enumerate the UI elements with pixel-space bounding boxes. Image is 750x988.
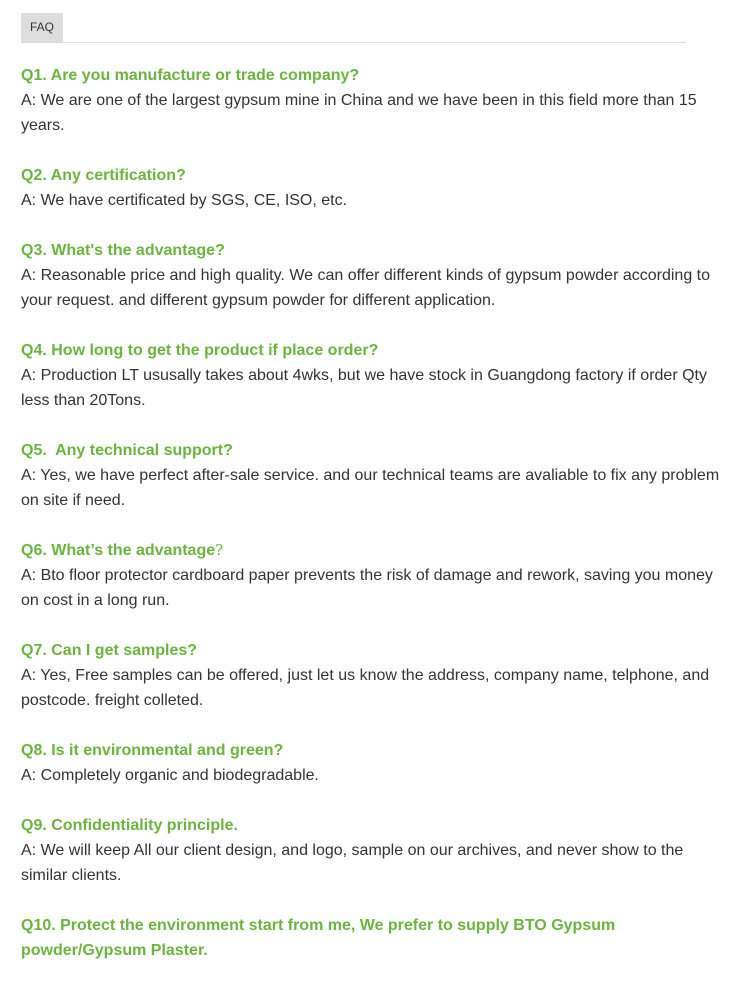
faq-answer: A: We are one of the largest gypsum mine in China and we have been in this field more than 15 years. (21, 92, 697, 134)
faq-item-4 (21, 338, 721, 413)
tab-bar (21, 13, 686, 43)
faq-question: Q5. Any technical support? (21, 442, 233, 459)
faq-answer: A: Completely organic and biodegradable. (21, 767, 319, 784)
faq-question: Q8. Is it environmental and green? (21, 742, 284, 759)
faq-answer: A: We will keep All our client design, and logo, sample on our archives, and never show to the similar clients. (21, 842, 684, 884)
faq-item-5 (21, 438, 721, 513)
faq-answer: A: Yes, Free samples can be offered, just let us know the address, company name, telphone, and postcode. freight colleted. (21, 667, 710, 709)
faq-question: Q1. Are you manufacture or trade company? (21, 67, 360, 84)
faq-item-1 (21, 63, 721, 138)
faq-answer: A: Bto floor protector cardboard paper prevents the risk of damage and rework, saving you money on cost in a long run. (21, 567, 713, 609)
faq-question: Q2. Any certification? (21, 167, 186, 184)
faq-question: Q3. What's the advantage? (21, 242, 225, 259)
faq-question-text: Q6. What’s the advantage (21, 542, 216, 559)
faq-item-7 (21, 638, 721, 713)
faq-question (21, 538, 721, 563)
tab-faq[interactable]: FAQ (21, 13, 63, 42)
faq-answer: A: Production LT ususally takes about 4wks, but we have stock in Guangdong factory if order Qty less than 20Tons. (21, 367, 707, 409)
faq-question: Q9. Confidentiality principle. (21, 817, 238, 834)
faq-item-6 (21, 538, 721, 613)
faq-question: Q7. Can I get samples? (21, 642, 198, 659)
faq-item-10 (21, 913, 721, 963)
faq-answer: A: Reasonable price and high quality. We can offer different kinds of gypsum powder according to your request. and different gypsum powder for different application. (21, 267, 710, 309)
fullwidth-question-mark: ? (215, 541, 224, 559)
faq-answer: A: Yes, we have perfect after-sale service. and our technical teams are avaliable to fix any problem on site if need. (21, 467, 720, 509)
faq-item-2 (21, 163, 721, 213)
faq-question: Q4. How long to get the product if place order? (21, 342, 379, 359)
faq-item-9 (21, 813, 721, 888)
faq-item-3 (21, 238, 721, 313)
faq-item-8 (21, 738, 721, 788)
faq-list (21, 63, 721, 988)
faq-question: Q10. Protect the environment start from me, We prefer to supply BTO Gypsum powder/Gypsum Plaster. (21, 917, 616, 959)
faq-answer: A: We have certificated by SGS, CE, ISO, etc. (21, 192, 348, 209)
